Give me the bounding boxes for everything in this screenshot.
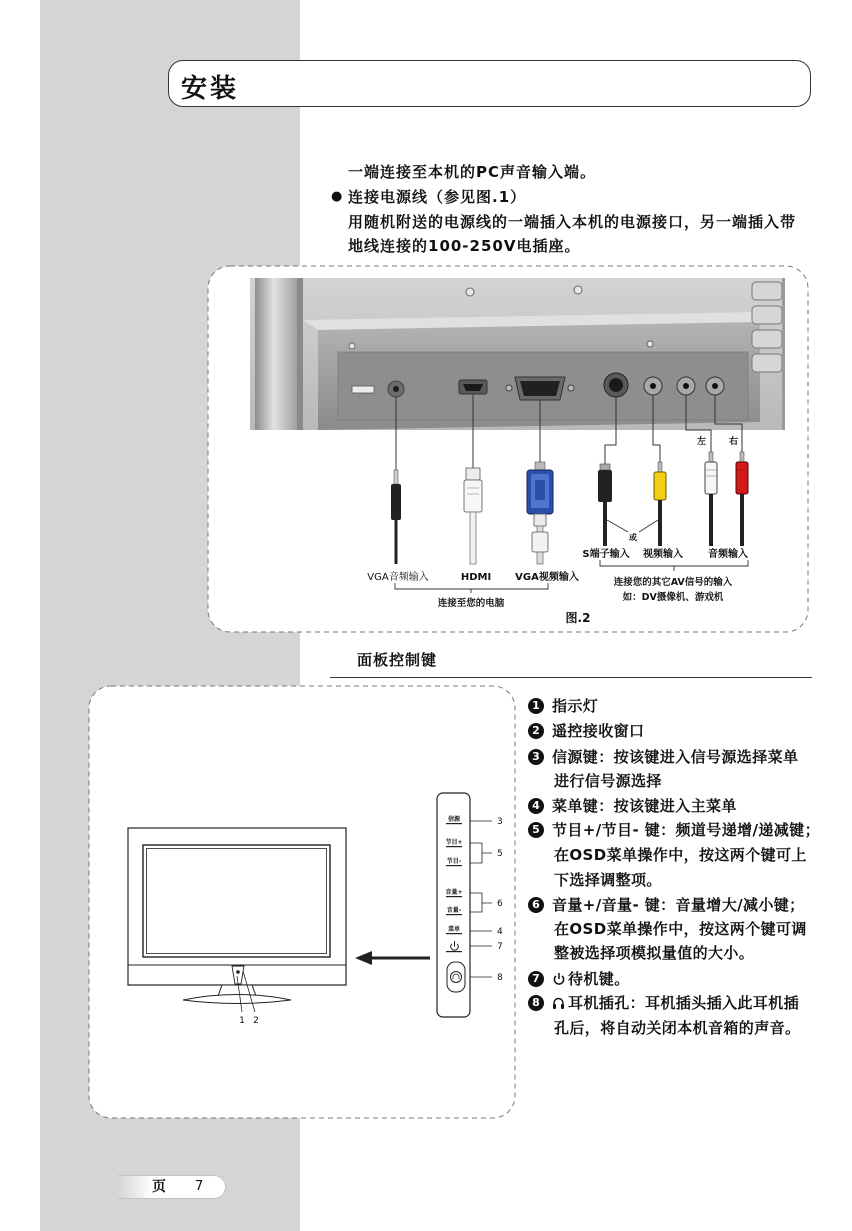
label-pc-group: 连接至您的电脑: [437, 598, 505, 609]
side-button-channel-up: 节目+: [445, 839, 463, 846]
callout-3: 3: [497, 817, 503, 827]
list-number-badge: 6: [528, 897, 544, 913]
list-item-text: 进行信号源选择: [554, 772, 662, 790]
section-divider: [330, 677, 812, 678]
page-number: 7: [195, 1179, 204, 1194]
list-item-text: 耳机插孔：耳机插头插入此耳机插: [568, 994, 800, 1012]
section-title-box: [168, 60, 811, 107]
list-item-text: 遥控接收窗口: [552, 722, 645, 740]
label-right: 右: [729, 437, 739, 447]
label-hdmi: HDMI: [460, 572, 492, 583]
list-item-text: 下选择调整项。: [554, 871, 662, 889]
callout-2: 2: [253, 1016, 259, 1026]
label-s-video: S端子输入: [582, 549, 630, 560]
figure-2-connections: [207, 265, 809, 633]
list-item-text: 信源键：按该键进入信号源选择菜单: [552, 748, 799, 766]
list-item-text: 在OSD菜单操作中，按这两个键可调: [554, 920, 807, 938]
callout-4: 4: [497, 927, 503, 937]
intro-line-2: 连接电源线（参见图.1）: [348, 188, 527, 206]
power-icon: [553, 972, 565, 986]
intro-line-3: 用随机附送的电源线的一端插入本机的电源接口，另一端插入带: [348, 213, 797, 231]
rear-panel-photo: [250, 278, 785, 430]
list-item-text: 整被选择项模拟量值的大小。: [554, 944, 755, 962]
list-number-badge: 5: [528, 822, 544, 838]
callout-6: 6: [497, 899, 503, 909]
bullet-icon: ●: [331, 189, 343, 204]
list-item-text: 孔后，将自动关闭本机音箱的声音。: [554, 1019, 801, 1037]
side-button-volume-up: 音量+: [445, 889, 463, 896]
headphone-icon: [552, 996, 565, 1010]
label-av-group: 连接您的其它AV信号的输入: [613, 577, 733, 588]
callout-7: 7: [497, 942, 503, 952]
list-item-text: 音量+/音量- 键：音量增大/减小键；: [552, 896, 805, 914]
callout-8: 8: [497, 973, 503, 983]
headphone-jack-icon: [447, 962, 465, 992]
list-number-badge: 4: [528, 798, 544, 814]
side-button-source: 信源: [447, 816, 461, 823]
list-item-text: 指示灯: [552, 697, 599, 715]
list-number-badge: 7: [528, 971, 544, 987]
page-title: 安装: [181, 74, 240, 104]
side-button-panel: [437, 793, 470, 1017]
callout-1: 1: [239, 1016, 245, 1026]
page-label: 页: [152, 1179, 166, 1195]
label-left: 左: [697, 437, 707, 447]
label-vga-audio: VGA音频输入: [367, 572, 429, 583]
panel-controls-figure: [88, 685, 516, 1119]
side-button-menu: 菜单: [447, 926, 461, 933]
list-item-text: 节目+/节目- 键：频道号递增/递减键；: [552, 821, 820, 839]
figure-caption: 图.2: [565, 611, 591, 625]
label-or: 或: [629, 533, 637, 542]
page-number-badge: [118, 1175, 226, 1199]
list-number-badge: 3: [528, 749, 544, 765]
list-item-text: 菜单键：按该键进入主菜单: [552, 797, 737, 815]
section-heading: 面板控制键: [357, 651, 438, 669]
list-number-badge: 8: [528, 995, 544, 1011]
list-item-text: 待机键。: [568, 970, 630, 988]
intro-line-1: 一端连接至本机的PC声音输入端。: [348, 163, 597, 181]
label-vga-video: VGA视频输入: [515, 572, 579, 583]
side-button-volume-down: 音量-: [446, 907, 462, 914]
intro-line-4: 地线连接的100-250V电插座。: [348, 237, 581, 255]
list-item-text: 在OSD菜单操作中，按这两个键可上: [554, 846, 807, 864]
label-audio: 音频输入: [708, 549, 748, 560]
label-video: 视频输入: [643, 549, 683, 560]
side-button-channel-down: 节目-: [446, 858, 462, 865]
list-number-badge: 1: [528, 698, 544, 714]
list-number-badge: 2: [528, 723, 544, 739]
label-av-examples: 如：DV摄像机、游戏机: [622, 592, 724, 603]
callout-5: 5: [497, 849, 503, 859]
